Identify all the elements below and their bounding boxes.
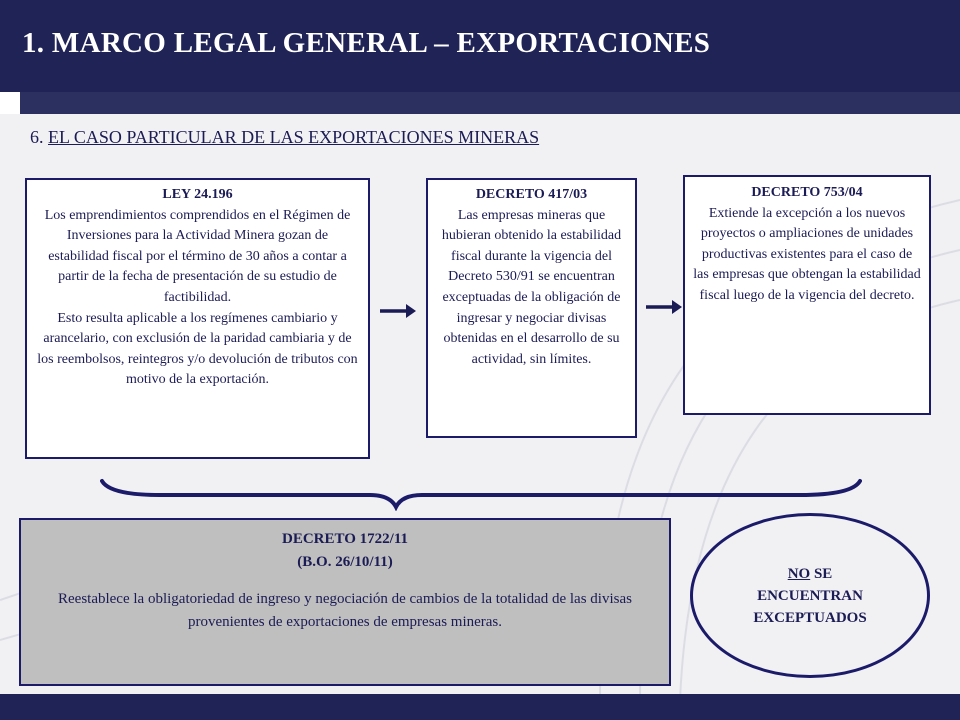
ley-24196-box [25, 178, 370, 459]
arrow-right-icon [378, 300, 418, 322]
header-bar [0, 0, 960, 92]
brace-connector [100, 475, 862, 511]
decreto-1722-box [19, 518, 671, 686]
ellipse-line2: ENCUENTRAN [757, 587, 863, 604]
decreto-753-text: Extiende la excepción a los nuevos proyectos o ampliaciones de unidades productivas existentes para el caso de las empresas que obtengan la estabilidad fiscal luego de la vigencia del decreto. [693, 205, 921, 303]
header-band [20, 92, 960, 114]
decreto-753-title: DECRETO 753/04 [751, 185, 863, 200]
decreto-417-text: Las empresas mineras que hubieran obtenido la estabilidad fiscal durante la vigencia del Decreto 530/91 se encuentran exceptuadas de la obligación de ingresar y negociar divisas obtenidas en el desarrollo de su actividad, sin límites. [441, 207, 622, 367]
ellipse-word-no: NO [787, 565, 811, 582]
ellipse-text [753, 563, 866, 629]
decreto-417-box [426, 178, 637, 438]
decreto-1722-text: Reestablece la obligatoriedad de ingreso y negociación de cambios de la totalidad de las divisas provenientes de exportaciones de empresas mineras. [58, 591, 632, 630]
header-accent [0, 92, 20, 114]
ley-24196-text-1: Los emprendimientos comprendidos en el Régimen de Inversiones para la Actividad Minera gozan de estabilidad fiscal por el término de 30 años a contar a partir de la fecha de presentación de su estudio de factibilidad. [44, 207, 351, 305]
ellipse-line1-rest: SE [810, 565, 833, 582]
page-title: 1. MARCO LEGAL GENERAL – EXPORTACIONES [22, 27, 711, 59]
ley-24196-title: LEY 24.196 [162, 187, 233, 202]
decreto-1722-title: DECRETO 1722/11 [282, 531, 408, 547]
ellipse-line3: EXCEPTUADOS [753, 609, 867, 626]
ley-24196-text-2: Esto resulta aplicable a los regímenes cambiario y arancelario, con exclusión de la paridad cambiaria y de los reembolsos, reintegros y/o devolución de tributos con motivo de la exportación. [37, 310, 358, 388]
decreto-417-title: DECRETO 417/03 [475, 187, 588, 202]
section-number: 6. [30, 127, 44, 147]
decreto-753-box [683, 175, 931, 415]
section-title [30, 127, 539, 148]
arrow-right-icon [644, 296, 684, 318]
decreto-1722-subtitle: (B.O. 26/10/11) [297, 554, 393, 570]
section-title-text: EL CASO PARTICULAR DE LAS EXPORTACIONES MINERAS [48, 127, 540, 147]
not-excepted-ellipse [690, 513, 930, 678]
footer-bar [0, 694, 960, 720]
